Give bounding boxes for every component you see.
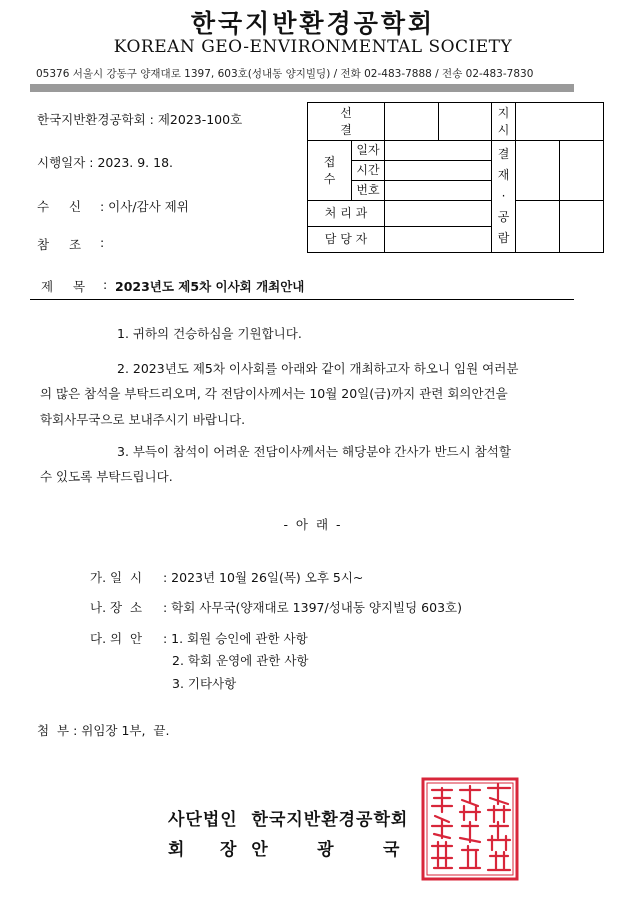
blank-cell bbox=[516, 103, 604, 141]
agenda-item: 2. 학회 운영에 관한 사항 bbox=[172, 653, 309, 668]
org-address: 05376 서울시 강동구 양재대로 1397, 603호(성내동 양지빌딩) / 전화 02-483-7888 / 전송 02-483-7830 bbox=[36, 68, 534, 80]
paragraph-3-line-1: 3. 부득이 참석이 어려운 전담이사께서는 해당분야 간사가 반드시 참석할 bbox=[117, 444, 511, 459]
item-date-label: 가. 일 시 bbox=[90, 570, 143, 585]
approval-table bbox=[307, 102, 604, 253]
subject-label: 제 목 bbox=[41, 279, 86, 294]
signature-org-line: 사단법인 한국지반환경공학회 bbox=[168, 810, 409, 830]
ilja-cell: 일자 bbox=[352, 141, 385, 161]
subject-colon: : bbox=[103, 277, 108, 292]
item-place-value: : 학회 사무국(양재대로 1397/성내동 양지빌딩 603호) bbox=[163, 600, 462, 615]
blank-cell bbox=[385, 161, 492, 181]
seon-gyeol-cell: 선 결 bbox=[308, 103, 385, 141]
subject-underline bbox=[30, 299, 574, 300]
subject-title: 2023년도 제5차 이사회 개최안내 bbox=[115, 279, 305, 294]
paragraph-3-line-2: 수 있도록 부탁드립니다. bbox=[40, 469, 173, 484]
blank-cell bbox=[560, 141, 604, 201]
paragraph-2-line-2: 의 많은 참석을 부탁드리오며, 각 전담이사께서는 10월 20일(금)까지 관련 회의안건을 bbox=[40, 386, 508, 401]
damdangja-cell: 담 당 자 bbox=[308, 227, 385, 253]
attachment-line: 첨 부 : 위임장 1부, 끝. bbox=[37, 723, 170, 738]
jeopsu-cell: 접 수 bbox=[308, 141, 352, 201]
jisi-cell: 지 시 bbox=[492, 103, 516, 141]
blank-cell bbox=[560, 201, 604, 253]
blank-cell bbox=[385, 227, 492, 253]
beonho-cell: 번호 bbox=[352, 181, 385, 201]
paragraph-1: 1. 귀하의 건승하심을 기원합니다. bbox=[117, 326, 302, 341]
blank-cell bbox=[385, 141, 492, 161]
doc-number: 한국지반환경공학회 : 제2023-100호 bbox=[37, 112, 243, 127]
blank-cell bbox=[439, 103, 492, 141]
org-name-english: KOREAN GEO-ENVIRONMENTAL SOCIETY bbox=[113, 37, 513, 57]
item-date-value: : 2023년 10월 26일(목) 오후 5시~ bbox=[163, 570, 364, 585]
item-agenda-label: 다. 의 안 bbox=[90, 631, 143, 646]
blank-cell bbox=[385, 201, 492, 227]
paragraph-2-line-1: 2. 2023년도 제5차 이사회를 아래와 같이 개최하고자 하오니 임원 여러분 bbox=[117, 361, 519, 376]
blank-cell bbox=[516, 141, 560, 201]
recipient-value: : 이사/감사 제위 bbox=[100, 199, 189, 214]
agenda-item: : 1. 회원 승인에 관한 사항 bbox=[163, 631, 308, 646]
blank-cell bbox=[516, 201, 560, 253]
org-name-korean: 한국지반환경공학회 bbox=[190, 9, 436, 38]
cheorigwa-cell: 처 리 과 bbox=[308, 201, 385, 227]
signature-president-line: 회 장 안 광 국 bbox=[168, 840, 401, 860]
recipient-label: 수 신 bbox=[37, 199, 82, 214]
official-seal-stamp bbox=[420, 776, 520, 882]
sigan-cell: 시간 bbox=[352, 161, 385, 181]
agenda-item: 3. 기타사항 bbox=[172, 676, 237, 691]
gyeoljae-gongram-cell: 결 재 · 공 람 bbox=[492, 141, 516, 253]
reference-value: : bbox=[100, 235, 105, 250]
item-place-label: 나. 장 소 bbox=[90, 600, 143, 615]
issue-date: 시행일자 : 2023. 9. 18. bbox=[37, 155, 173, 170]
blank-cell bbox=[385, 103, 439, 141]
header-divider bbox=[30, 84, 574, 92]
paragraph-2-line-3: 학회사무국으로 보내주시기 바랍니다. bbox=[40, 412, 246, 427]
below-heading: - 아 래 - bbox=[283, 517, 343, 532]
reference-label: 참 조 bbox=[37, 237, 82, 252]
blank-cell bbox=[385, 181, 492, 201]
